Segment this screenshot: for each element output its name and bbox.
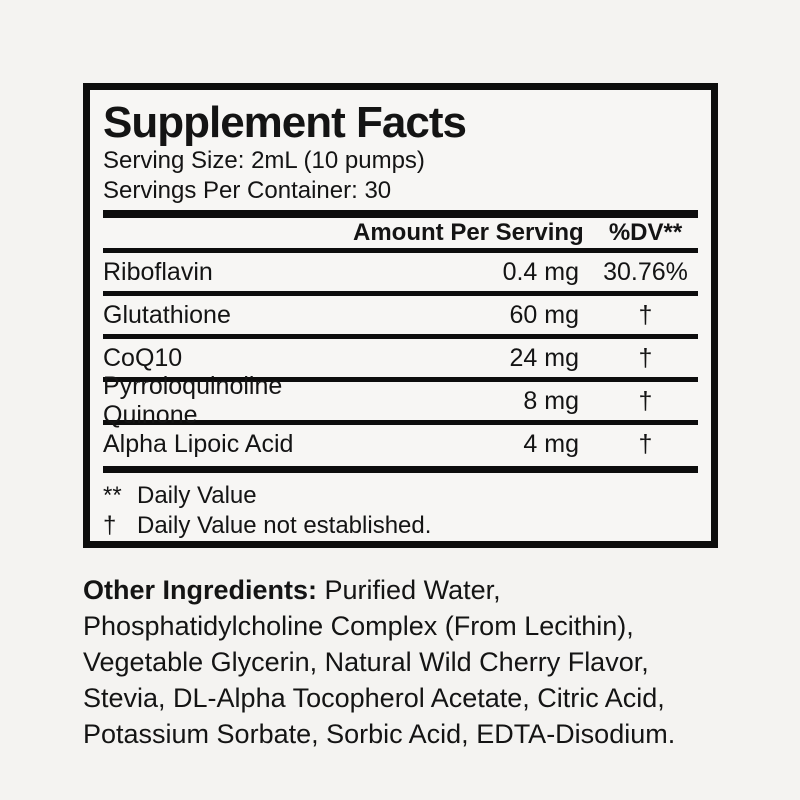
nutrient-amount: 8 mg bbox=[523, 386, 579, 415]
divider-thick-top bbox=[103, 210, 698, 218]
serving-size: Serving Size: 2mL (10 pumps) bbox=[103, 147, 425, 174]
nutrient-name: CoQ10 bbox=[103, 343, 183, 372]
table-header-row bbox=[103, 218, 698, 248]
nutrient-amount: 60 mg bbox=[509, 300, 579, 329]
servings-per-container: Servings Per Container: 30 bbox=[103, 177, 392, 204]
table-row bbox=[103, 253, 698, 291]
footnotes bbox=[103, 473, 698, 549]
nutrient-dv: † bbox=[638, 300, 653, 329]
footnote-text: Daily Value not established. bbox=[137, 512, 432, 539]
table-row bbox=[103, 296, 698, 334]
nutrient-amount: 24 mg bbox=[509, 343, 579, 372]
other-ingredients-text: Purified Water, Phosphatidylcholine Complex (From Lecithin), Vegetable Glycerin, Natural Wild Cherry Flavor, Stevia, DL-Alpha Tocopherol Acetate, Citric Acid, Potassium Sorbate, Sorbic Acid, EDTA-Disodium. bbox=[83, 575, 676, 749]
other-ingredients-label: Other Ingredients: bbox=[83, 575, 318, 605]
nutrient-name: Glutathione bbox=[103, 300, 231, 329]
nutrient-name: Pyrroloquinoline Quinone bbox=[103, 372, 283, 429]
footnote-daily-value bbox=[103, 481, 698, 511]
supplement-facts-panel bbox=[83, 83, 718, 548]
other-ingredients-paragraph bbox=[83, 572, 728, 752]
header-percent-dv: %DV** bbox=[608, 219, 683, 246]
footnote-symbol: ** bbox=[103, 482, 122, 509]
nutrient-dv: † bbox=[638, 386, 653, 415]
nutrient-name: Riboflavin bbox=[103, 257, 213, 286]
panel-title: Supplement Facts bbox=[103, 98, 466, 147]
header-amount-per-serving: Amount Per Serving bbox=[353, 219, 584, 246]
footnote-dv-not-established bbox=[103, 511, 698, 541]
footnote-text: Daily Value bbox=[137, 482, 257, 509]
nutrient-amount: 0.4 mg bbox=[502, 257, 579, 286]
nutrient-amount: 4 mg bbox=[523, 429, 579, 458]
footnote-symbol: † bbox=[103, 512, 117, 539]
nutrient-dv: 30.76% bbox=[603, 257, 688, 286]
nutrient-dv: † bbox=[638, 343, 653, 372]
table-row bbox=[103, 425, 698, 463]
nutrient-dv: † bbox=[638, 429, 653, 458]
nutrient-name: Alpha Lipoic Acid bbox=[103, 429, 294, 458]
divider-above-footnotes bbox=[103, 466, 698, 473]
table-row bbox=[103, 372, 698, 429]
